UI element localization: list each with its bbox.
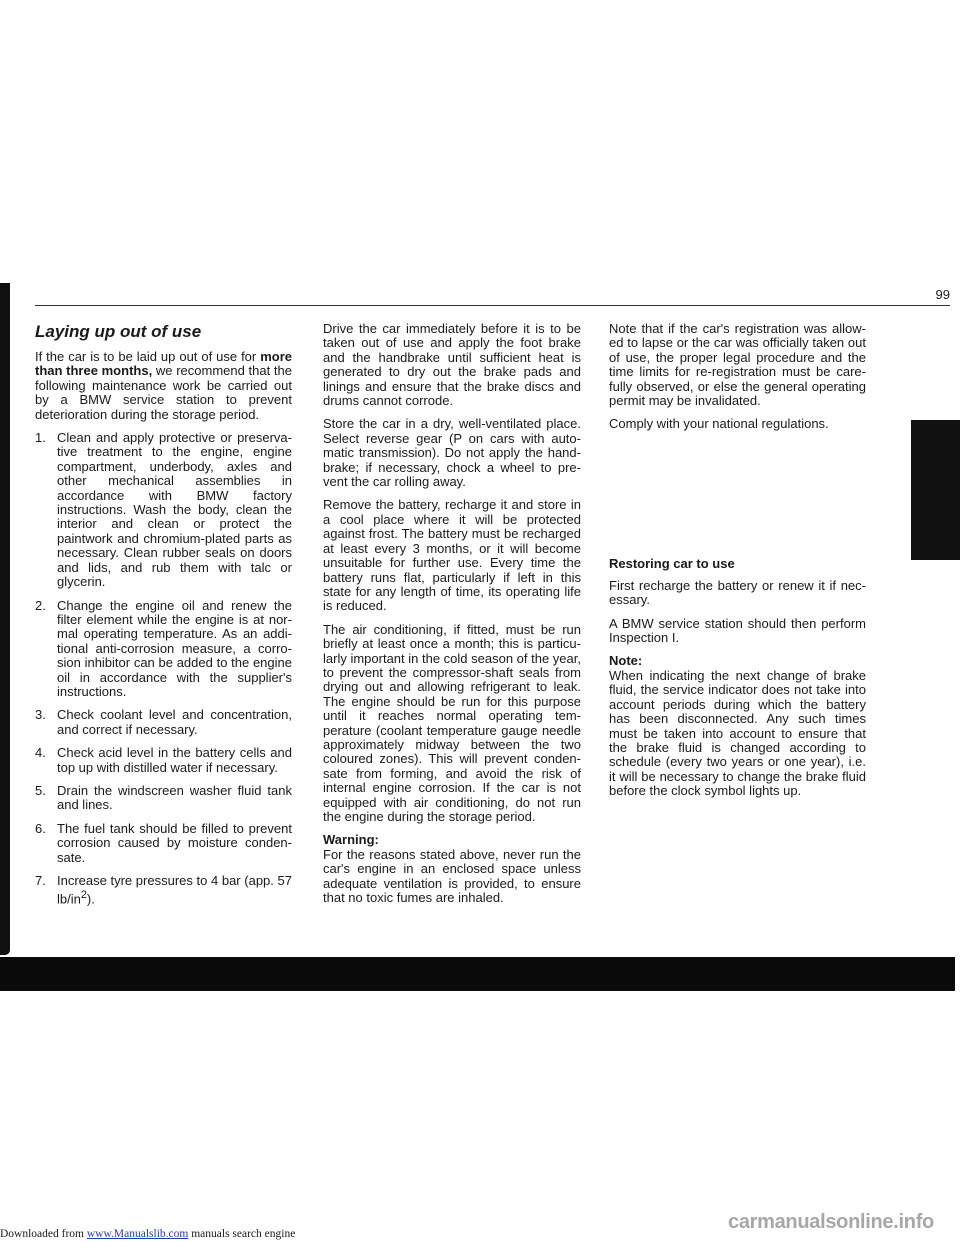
list-item-text: Change the engine oil and renew the filter element while the engine is at normal operating temperature. As an additional anti-corrosion measure, a corrosion inhibitor can be added to the engine oil in accordance with the supplier's instructions. bbox=[57, 597, 292, 699]
middle-column bbox=[323, 322, 581, 914]
intro-emphasis: more than three months, bbox=[35, 349, 292, 379]
right-column bbox=[609, 322, 866, 808]
list-item-number: 6. bbox=[35, 820, 46, 836]
paragraph: The air conditioning, if fitted, must be run briefly at least once a month; this is particularly important in the cold season of the year, to prevent the compressor-shaft seals from drying out and allowing refrigerant to leak. The engine should be run for this purpose until it reaches normal operating temperature (coolant temperature gauge needle approximately midway between the two coloured zones). This will prevent condensate from forming, and avoid the risk of internal engine corrosion. If the car is not equipped with air conditioning, do not run the engine during the storage period. bbox=[323, 621, 581, 824]
intro-paragraph bbox=[35, 350, 292, 422]
footer-suffix: manuals search engine bbox=[188, 1228, 296, 1240]
list-item-number: 4. bbox=[35, 745, 46, 761]
note-label: Note: bbox=[609, 653, 643, 669]
page-spine-bar bbox=[0, 283, 10, 955]
paragraph: Note that if the car's registration was allowed to lapse or the car was officially taken out of use, the proper legal procedure and the time limits for re-registration must be carefully observed, or else the general operating permit may be invalidated. bbox=[609, 321, 866, 409]
paragraph: A BMW service station should then perform Inspection I. bbox=[609, 615, 866, 646]
site-watermark: carmanualsonline.info bbox=[728, 1211, 934, 1233]
list-item-text: Check acid level in the battery cells and top up with distilled water if necessary. bbox=[57, 745, 292, 775]
note-text: When indicating the next change of brake fluid, the service indicator does not take into account periods during which the battery has been disconnected. Any such times must be taken into account to ensure that the brake fluid is changed according to schedule (every two years or one year), i.e. it will be necessary to change the brake fluid before the clock symbol lights up. bbox=[609, 667, 866, 799]
maintenance-steps-list bbox=[35, 431, 292, 907]
paragraph: Comply with your national regulations. bbox=[609, 416, 829, 432]
list-item-text: Check coolant level and concentration, and correct if necessary. bbox=[57, 707, 292, 737]
list-item-number: 7. bbox=[35, 873, 46, 888]
thumb-index-tab bbox=[911, 420, 960, 560]
warning-block bbox=[323, 833, 581, 905]
paragraph: Remove the battery, recharge it and store in a cool place where it will be protected against frost. The battery must be recharged at least every 3 months, or it will become unsuitable for further use. Every time the battery runs flat, particularly if left in this state for any length of time, its operating life is reduced. bbox=[323, 497, 581, 614]
list-item-text: The fuel tank should be filled to prevent corrosion caused by moisture condensate. bbox=[57, 820, 292, 865]
list-item bbox=[35, 746, 292, 775]
list-item-number: 5. bbox=[35, 782, 46, 798]
list-item bbox=[35, 874, 292, 907]
list-item-text-end: ). bbox=[86, 891, 95, 907]
list-item bbox=[35, 599, 292, 700]
warning-text: For the reasons stated above, never run the car's engine in an enclosed space unless adequate ventilation is provided, to ensure that no toxic fumes are inhaled. bbox=[323, 846, 581, 906]
list-item bbox=[35, 822, 292, 865]
section-title: Laying up out of use bbox=[35, 322, 202, 341]
list-item-text: Drain the windscreen washer fluid tank and lines. bbox=[57, 782, 292, 813]
intro-text: If the car is to be laid up out of use for bbox=[35, 349, 261, 364]
list-item bbox=[35, 431, 292, 589]
intro-text-end: we recommend that the following maintenance work be carried out by a BMW service station to prevent deterioration during the storage period. bbox=[35, 363, 292, 422]
manualslib-link[interactable]: www.Manualslib.com bbox=[86, 1228, 189, 1240]
header-rule bbox=[35, 305, 950, 306]
left-column bbox=[35, 322, 292, 916]
paragraph: Drive the car immediately before it is to be taken out of use and apply the foot brake and the handbrake until sufficient heat is generated to dry out the brake pads and linings and ensure that the brake discs and drums cannot corrode. bbox=[323, 321, 581, 409]
list-item-number: 3. bbox=[35, 707, 46, 723]
list-item bbox=[35, 708, 292, 737]
list-item-number: 2. bbox=[35, 597, 46, 613]
paragraph: First recharge the battery or renew it if necessary. bbox=[609, 577, 866, 608]
superscript: 2 bbox=[80, 889, 87, 902]
list-item-text: Clean and apply protective or preservative treatment to the engine, engine compartment, underbody, axles and other mechanical assemblies in accordance with BMW factory instructions. Wash the body, clean the interior and clean or protect the paintwork and chromium-plated parts as necessary. Clean rubber seals on doors and lids, and rub them with talc or glycerin. bbox=[57, 430, 292, 590]
list-item-number: 1. bbox=[35, 430, 46, 446]
paragraph: Store the car in a dry, well-ventilated place. Select reverse gear (P on cars with automatic transmission). Do not apply the handbrake; if necessary, chock a wheel to prevent the car rolling away. bbox=[323, 416, 581, 490]
note-block bbox=[609, 654, 866, 798]
list-item-text: Increase tyre pressures to 4 bar (app. 57 lb/in bbox=[57, 873, 292, 907]
restore-title: Restoring car to use bbox=[609, 555, 735, 571]
download-footer bbox=[0, 1211, 960, 1241]
page-number: 99 bbox=[935, 287, 950, 302]
footer-prefix: Downloaded from bbox=[0, 1228, 87, 1240]
bottom-black-band bbox=[0, 957, 955, 991]
warning-label: Warning: bbox=[323, 832, 379, 848]
list-item bbox=[35, 784, 292, 813]
